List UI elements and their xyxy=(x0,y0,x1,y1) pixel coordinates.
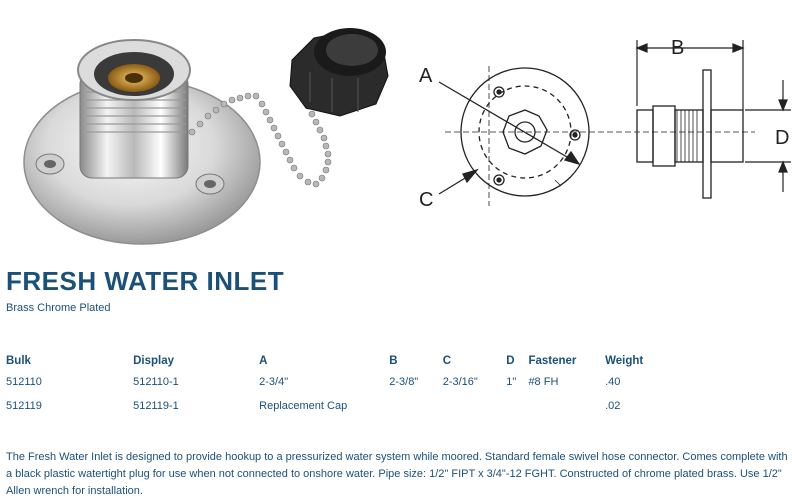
table-row xyxy=(6,394,706,418)
label-c: C xyxy=(419,189,434,211)
table-row xyxy=(6,370,706,394)
cell-b: 2-3/8" xyxy=(389,376,419,388)
dimension-c xyxy=(439,170,477,194)
header-c: C xyxy=(442,355,452,367)
dimension-b xyxy=(637,40,743,110)
dimension-drawing xyxy=(405,30,800,220)
header-a: A xyxy=(259,355,268,367)
cell-d xyxy=(506,394,528,418)
spec-table xyxy=(6,352,706,418)
product-subtitle: Brass Chrome Plated xyxy=(6,302,111,314)
cell-c xyxy=(443,394,507,418)
cell-bulk: 512119 xyxy=(6,400,42,412)
cell-display: 512110-1 xyxy=(133,376,179,388)
product-photo xyxy=(14,12,394,252)
label-d: D xyxy=(775,127,790,149)
black-cap xyxy=(290,28,388,116)
header-d: D xyxy=(506,355,515,367)
label-a: A xyxy=(419,65,433,87)
product-title: FRESH WATER INLET xyxy=(6,266,285,296)
cell-fastener xyxy=(528,394,605,418)
cell-a: 2-3/4" xyxy=(259,376,289,388)
header-weight: Weight xyxy=(605,355,644,367)
cell-display: 512119-1 xyxy=(133,400,179,412)
cell-fastener: #8 FH xyxy=(528,376,559,388)
header-bulk: Bulk xyxy=(6,355,31,367)
product-description: The Fresh Water Inlet is designed to provide hookup to a pressurized water system while moored. Standard female swivel hose connector. Comes complete with a black plastic watertight plug for use when not connected to onshore water. Pipe size: 1/2" FIPT x 3/4"-12 FGHT. Constructed of chrome plated brass. Use 1/2" Allen wrench for installation. xyxy=(6,451,788,497)
dimension-a xyxy=(439,82,579,164)
label-b: B xyxy=(671,37,685,59)
spec-header-row xyxy=(6,352,706,370)
header-display: Display xyxy=(133,355,174,367)
cell-weight: .02 xyxy=(605,400,621,412)
header-b: B xyxy=(389,355,398,367)
front-view xyxy=(445,66,755,206)
cell-a: Replacement Cap xyxy=(259,400,348,412)
cell-c: 2-3/16" xyxy=(442,376,478,388)
header-fastener: Fastener xyxy=(528,355,577,367)
side-view xyxy=(637,70,743,198)
cell-bulk: 512110 xyxy=(6,376,42,388)
cell-d: 1" xyxy=(506,376,517,388)
cell-b xyxy=(389,394,442,418)
cell-weight: .40 xyxy=(605,376,621,388)
